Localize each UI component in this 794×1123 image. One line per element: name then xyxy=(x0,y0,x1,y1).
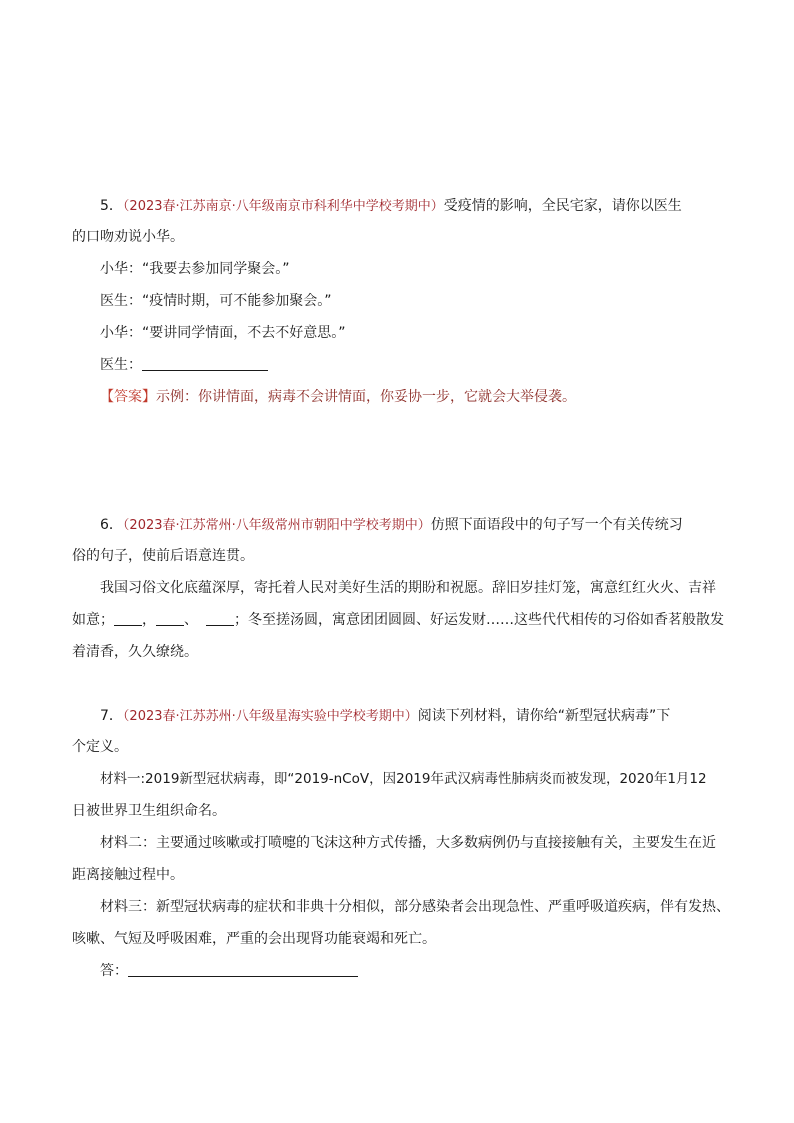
answer-blank[interactable] xyxy=(156,611,184,626)
passage-line-with-blanks xyxy=(72,610,724,630)
material-1-line: 材料一:2019新型冠状病毒，即“2019-nCoV，因2019年武汉病毒性肺病炎而被发现，2020年1月12 xyxy=(100,771,707,787)
answer-blank[interactable] xyxy=(128,962,358,977)
material-2-line: 距离接触过程中。 xyxy=(72,867,184,883)
question-stem-text: 阅读下列材料，请你给“新型冠状病毒”下 xyxy=(417,708,671,724)
answer-text: 示例：你讲情面，病毒不会讲情面，你妥协一步，它就会大举侵袭。 xyxy=(156,389,576,405)
passage-line: 我国习俗文化底蕴深厚，寄托着人民对美好生活的期盼和祝愿。辞旧岁挂灯笼，寓意红红火火、吉祥 xyxy=(100,580,716,596)
answer-fill-line xyxy=(100,961,358,981)
question-source: （2023春·江苏常州·八年级常州市朝阳中学校考期中） xyxy=(122,518,431,533)
dialogue-line: 小华：“我要去参加同学聚会。” xyxy=(100,261,290,277)
question-number: 6． xyxy=(100,517,123,533)
question-stem-continuation: 的口吻劝说小华。 xyxy=(72,229,184,245)
passage-separator: 、 xyxy=(184,612,198,628)
passage-text: ；冬至搓汤圆，寓意团团圆圆、好运发财……这些代代相传的习俗如香茗般散发 xyxy=(234,612,724,628)
dialogue-line: 医生：“疫情时期，可不能参加聚会。” xyxy=(100,293,332,309)
fill-in-label: 医生： xyxy=(100,357,142,373)
question-5-stem xyxy=(100,196,682,217)
question-6-stem xyxy=(100,515,683,536)
material-1-line: 日被世界卫生组织命名。 xyxy=(72,803,226,819)
question-source: （2023春·江苏苏州·八年级星海实验中学校考期中） xyxy=(122,709,418,724)
question-stem-continuation: 个定义。 xyxy=(72,739,128,755)
answer-tag: 【答案】 xyxy=(100,389,156,405)
material-2-line: 材料二：主要通过咳嗽或打喷嚏的飞沫这种方式传播，大多数病例仍与直接接触有关，主要发生在近 xyxy=(100,835,716,851)
fill-in-line xyxy=(100,355,268,375)
answer-blank[interactable] xyxy=(142,356,268,371)
material-3-line: 咳嗽、气短及呼吸困难，严重的会出现肾功能衰竭和死亡。 xyxy=(72,931,436,947)
passage-text: 如意； xyxy=(72,612,114,628)
answer-blank[interactable] xyxy=(114,611,142,626)
answer-label: 答： xyxy=(100,963,128,979)
material-3-line: 材料三：新型冠状病毒的症状和非典十分相似，部分感染者会出现急性、严重呼吸道疾病，伴有发热、 xyxy=(100,899,730,915)
question-7-stem xyxy=(100,706,670,727)
answer-line xyxy=(100,387,576,407)
passage-separator: ， xyxy=(142,612,156,628)
answer-blank[interactable] xyxy=(206,611,234,626)
dialogue-line: 小华：“要讲同学情面，不去不好意思。” xyxy=(100,325,346,341)
question-stem-continuation: 俗的句子，使前后语意连贯。 xyxy=(72,548,254,564)
question-number: 5． xyxy=(100,198,123,214)
passage-line: 着清香，久久缭绕。 xyxy=(72,644,198,660)
question-stem-text: 仿照下面语段中的句子写一个有关传统习 xyxy=(430,517,683,533)
question-source: （2023春·江苏南京·八年级南京市科利华中学校考期中） xyxy=(122,199,444,214)
question-number: 7． xyxy=(100,708,123,724)
question-stem-text: 受疫情的影响，全民宅家，请你以医生 xyxy=(443,198,682,214)
